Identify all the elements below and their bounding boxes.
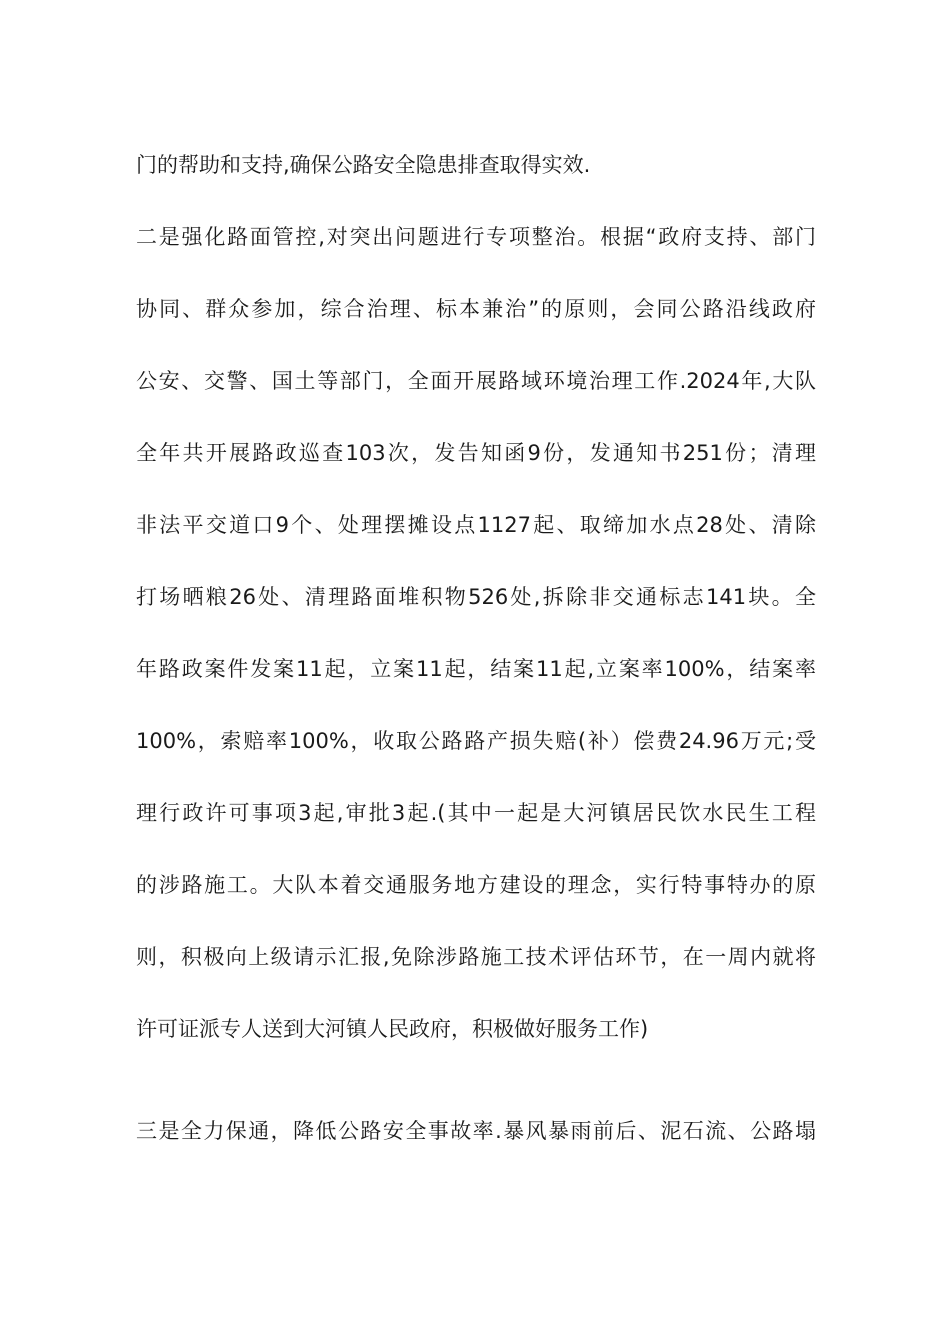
paragraph-line: 理行政许可事项3起,审批3起.(其中一起是大河镇居民饮水民生工程 [136, 801, 816, 825]
paragraph-line: 非法平交道口9个、处理摆摊设点1127起、取缔加水点28处、清除 [136, 513, 816, 537]
paragraph-line: 二是强化路面管控,对突出问题进行专项整治。根据“政府支持、部门 [136, 225, 816, 249]
paragraph-line: 许可证派专人送到大河镇人民政府，积极做好服务工作) [136, 1017, 649, 1041]
paragraph-line: 则，积极向上级请示汇报,免除涉路施工技术评估环节，在一周内就将 [136, 945, 816, 969]
paragraph-line: 门的帮助和支持,确保公路安全隐患排查取得实效. [136, 153, 591, 177]
paragraph-line: 三是全力保通，降低公路安全事故率.暴风暴雨前后、泥石流、公路塌 [136, 1119, 816, 1143]
paragraph-line: 公安、交警、国土等部门，全面开展路域环境治理工作.2024年,大队 [136, 369, 816, 393]
paragraph-line: 年路政案件发案11起，立案11起，结案11起,立案率100%，结案率 [136, 657, 816, 681]
paragraph-line: 100%，索赔率100%，收取公路路产损失赔(补）偿费24.96万元;受 [136, 729, 816, 753]
paragraph-line: 全年共开展路政巡查103次，发告知函9份，发通知书251份；清理 [136, 441, 816, 465]
paragraph-line: 打场晒粮26处、清理路面堆积物526处,拆除非交通标志141块。全 [136, 585, 816, 609]
paragraph-line: 协同、群众参加，综合治理、标本兼治”的原则，会同公路沿线政府 [136, 297, 816, 321]
paragraph-line: 的涉路施工。大队本着交通服务地方建设的理念，实行特事特办的原 [136, 873, 816, 897]
